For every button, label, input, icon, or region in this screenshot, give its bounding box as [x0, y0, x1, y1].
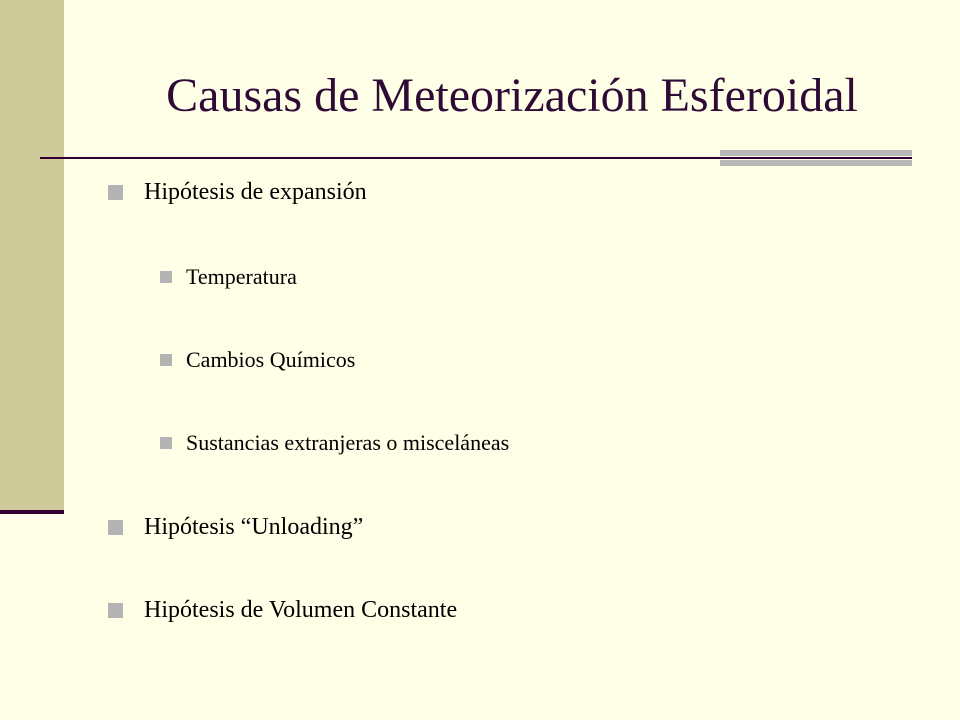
sub-bullet-text: Temperatura	[186, 264, 297, 289]
square-bullet-icon	[108, 603, 123, 618]
bullet-item	[108, 594, 457, 626]
square-bullet-icon	[108, 185, 123, 200]
sub-bullet-item	[160, 262, 297, 292]
bullet-text: Hipótesis de Volumen Constante	[144, 596, 458, 623]
sub-bullet-item	[160, 345, 355, 375]
sub-bullet-text: Cambios Químicos	[186, 347, 356, 372]
square-bullet-icon	[160, 354, 172, 366]
bullet-text: Hipótesis de expansión	[144, 178, 367, 205]
slide-title: Causas de Meteorización Esferoidal	[166, 69, 858, 122]
sub-bullet-text: Sustancias extranjeras o misceláneas	[186, 430, 510, 455]
square-bullet-icon	[108, 520, 123, 535]
sub-bullet-item	[160, 428, 509, 458]
square-bullet-icon	[160, 271, 172, 283]
bullet-item	[108, 511, 363, 543]
bullet-item	[108, 176, 367, 208]
bullet-text: Hipótesis “Unloading”	[144, 513, 364, 540]
square-bullet-icon	[160, 437, 172, 449]
